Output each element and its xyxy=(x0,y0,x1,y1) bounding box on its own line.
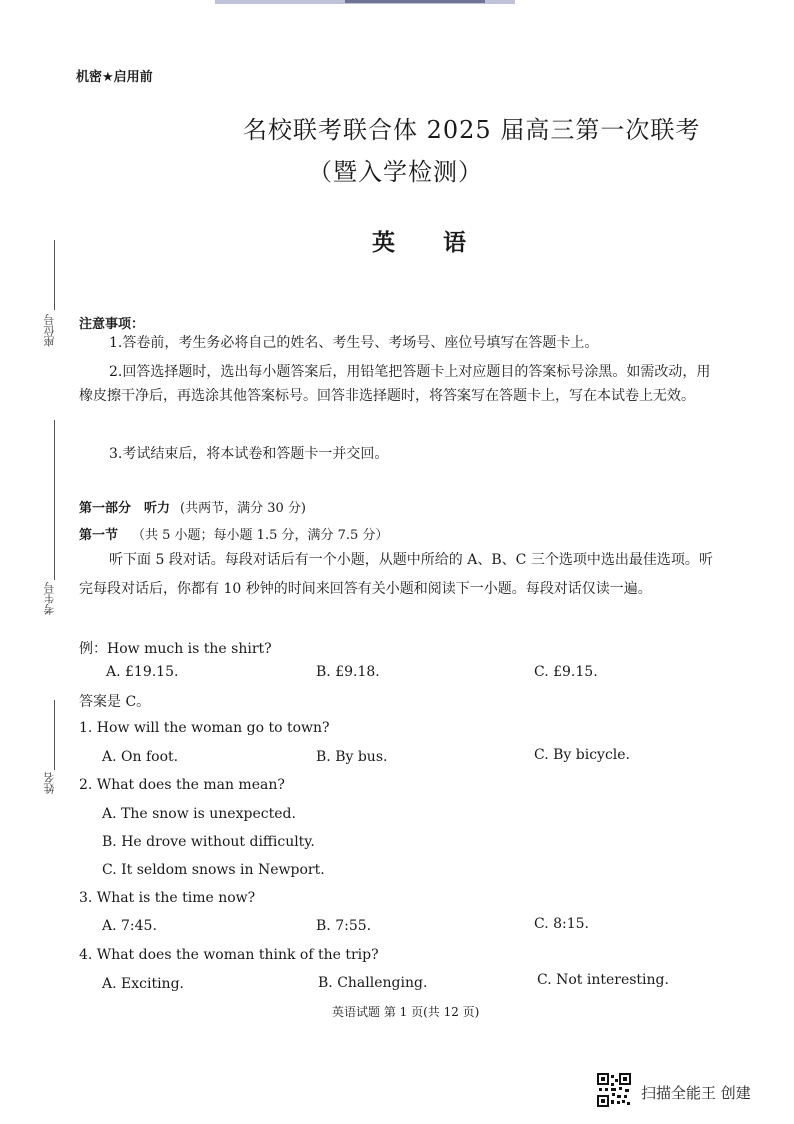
option-c: C. By bicycle. xyxy=(534,747,631,763)
exam-subtitle: （暨入学检测） xyxy=(308,158,483,186)
question-stem: 3. What is the time now? xyxy=(79,890,256,906)
part-heading xyxy=(79,497,306,516)
part-title: 第一部分 听力 xyxy=(79,501,171,516)
confidential-label: 机密★启用前 xyxy=(76,70,153,85)
example-question: 例：How much is the shirt? xyxy=(79,641,272,657)
qr-code-icon xyxy=(597,1073,631,1107)
example-option-b: B. £9.18. xyxy=(316,664,380,680)
section-heading xyxy=(79,524,388,543)
section-note: （共 5 小题；每小题 1.5 分，满分 7.5 分） xyxy=(132,528,389,543)
exam-no-label: 考生号 xyxy=(43,582,56,615)
exam-no-line xyxy=(54,420,55,580)
page-footer: 英语试题 第 1 页(共 12 页) xyxy=(332,1005,480,1019)
notice-item-3: 3.考试结束后，将本试卷和答题卡一并交回。 xyxy=(109,446,389,462)
question-stem: 1. How will the woman go to town? xyxy=(79,720,330,736)
seat-line xyxy=(54,240,55,310)
section-title: 第一节 xyxy=(79,528,119,543)
example-option-a: A. £19.15. xyxy=(106,664,179,680)
option-a: A. The snow is unexpected. xyxy=(102,806,296,822)
notice-heading: 注意事项： xyxy=(79,317,145,332)
option-b: B. Challenging. xyxy=(318,975,428,991)
option-c: C. 8:15. xyxy=(534,916,590,932)
scanner-watermark: 扫描全能王 创建 xyxy=(641,1084,751,1102)
notice-item-1: 1.答卷前，考生务必将自己的姓名、考生号、考场号、座位号填写在答题卡上。 xyxy=(109,335,599,351)
option-a: A. On foot. xyxy=(102,749,179,765)
name-line xyxy=(54,700,55,770)
part-note: (共两节，满分 30 分) xyxy=(180,501,306,516)
scan-top-mark-dark xyxy=(345,0,485,3)
seat-label: 座位号 xyxy=(43,314,56,347)
option-c: C. It seldom snows in Newport. xyxy=(102,862,325,878)
option-c: C. Not interesting. xyxy=(537,972,669,988)
question-stem: 4. What does the woman think of the trip? xyxy=(79,947,379,963)
option-a: A. Exciting. xyxy=(102,976,184,992)
example-option-c: C. £9.15. xyxy=(534,664,598,680)
option-b: B. By bus. xyxy=(316,749,388,765)
listening-instructions: 听下面 5 段对话。每段对话后有一个小题，从题中所给的 A、B、C 三个选项中选出最佳选项。听完每段对话后，你都有 10 秒钟的时间来回答有关小题和阅读下一小题。每段对话仅读一遍。 xyxy=(79,552,713,597)
notice-item-2: 2.回答选择题时，选出每小题答案后，用铅笔把答题卡上对应题目的答案标号涂黑。如需改动，用橡皮擦干净后，再选涂其他答案标号。回答非选择题时，将答案写在答题卡上，写在本试卷上无效。 xyxy=(79,364,711,404)
option-b: B. He drove without difficulty. xyxy=(102,834,315,850)
question-stem: 2. What does the man mean? xyxy=(79,777,285,793)
name-label: 姓名 xyxy=(43,772,56,794)
example-answer: 答案是 C。 xyxy=(79,694,151,710)
option-b: B. 7:55. xyxy=(316,918,372,934)
option-a: A. 7:45. xyxy=(102,918,157,934)
exam-title: 名校联考联合体 2025 届高三第一次联考 xyxy=(243,116,701,144)
subject-title: 英 语 xyxy=(372,230,467,256)
